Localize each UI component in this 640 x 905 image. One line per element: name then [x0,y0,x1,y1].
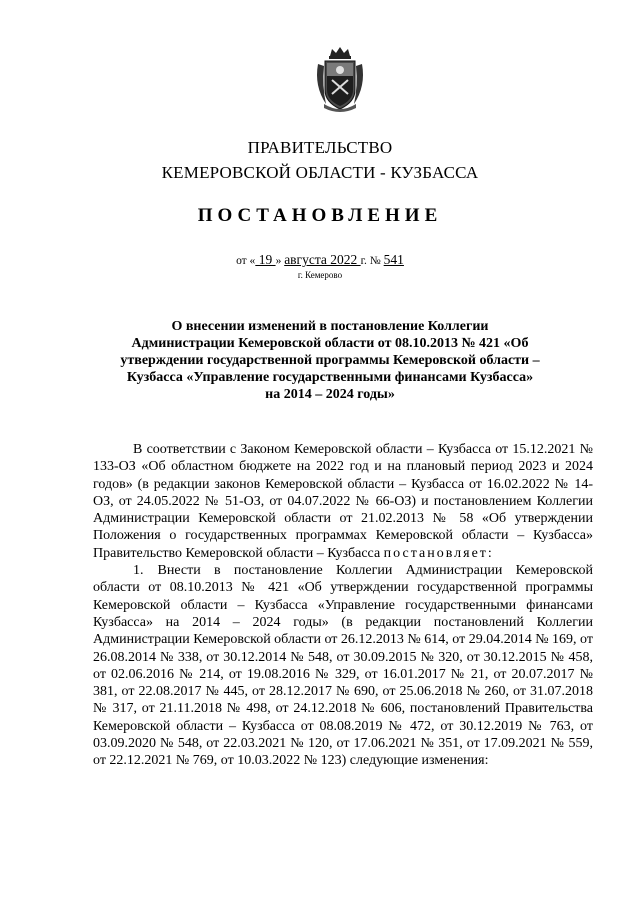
paragraph-preamble [93,441,593,562]
government-title-line1: ПРАВИТЕЛЬСТВО [247,138,393,157]
city-label: г. Кемерово [297,270,343,280]
document-subject: О внесении изменений в постановление Коллегии Администрации Кемеровской области от 08.10.2013 № 421 «Об утверждении государственной программы Кемеровской области – Кузбасса «Управление государственными финансами Кузбасса» на 2014 – 2024 годы» [120,319,540,402]
document-type: ПОСТАНОВЛЕНИЕ [197,205,443,226]
date-year-suffix: г. № [360,255,381,267]
date-day: 19 [255,252,276,267]
date-prefix: от « [236,255,256,267]
document-number: 541 [383,252,404,267]
government-title-line2: КЕМЕРОВСКОЙ ОБЛАСТИ - КУЗБАССА [161,163,479,182]
resolves-word: постановляет [383,545,488,561]
date-month-year: августа 2022 [284,252,361,267]
coat-of-arms-icon [312,46,368,114]
paragraph-item-1: 1. Внести в постановление Коллегии Администрации Кемеровской области от 08.10.2013 № 421 «Об утверждении государственной программы Кемеровской области – Кузбасса «Управление государственными финансами Кузбасса» на 2014 – 2024 годы» (в редакции постановлений Коллегии Администрации Кемеровской области от 26.12.2013 № 614, от 29.04.2014 № 169, от 26.08.2014 № 338, от 30.12.2014 № 548, от 30.09.2015 № 320, от 30.12.2015 № 458, от 02.06.2016 № 214, от 19.08.2016 № 329, от 16.01.2017 № 21, от 20.07.2017 № 381, от 22.08.2017 № 445, от 28.12.2017 № 690, от 25.06.2018 № 260, от 31.07.2018 № 317, от 21.11.2018 № 498, от 24.12.2018 № 606, постановлений Правительства Кемеровской области – Кузбасса от 08.08.2019 № 472, от 30.12.2019 № 763, от 03.09.2020 № 548, от 22.03.2021 № 120, от 17.06.2021 № 351, от 17.09.2021 № 559, от 22.12.2021 № 769, от 10.03.2022 № 123) следующие изменения: [93,563,593,769]
date-mid: » [275,255,282,267]
document-body [93,441,593,770]
date-number-line [0,252,640,268]
preamble-text: В соответствии с Законом Кемеровской области – Кузбасса от 15.12.2021 № 133-ОЗ «Об областном бюджете на 2022 год и на плановый период 2023 и 2024 годов» (в редакции законов Кемеровской области – Кузбасса от 16.02.2022 № 14-ОЗ, от 24.05.2022 № 51-ОЗ, от 04.07.2022 № 66-ОЗ) и постановлением Коллегии Администрации Кемеровской области от 21.02.2013 № 58 «Об утверждении Положения о государственных программах Кемеровской области – Кузбасса» Правительство Кемеровской области – Кузбасса [93,442,593,561]
preamble-end: : [487,545,492,561]
